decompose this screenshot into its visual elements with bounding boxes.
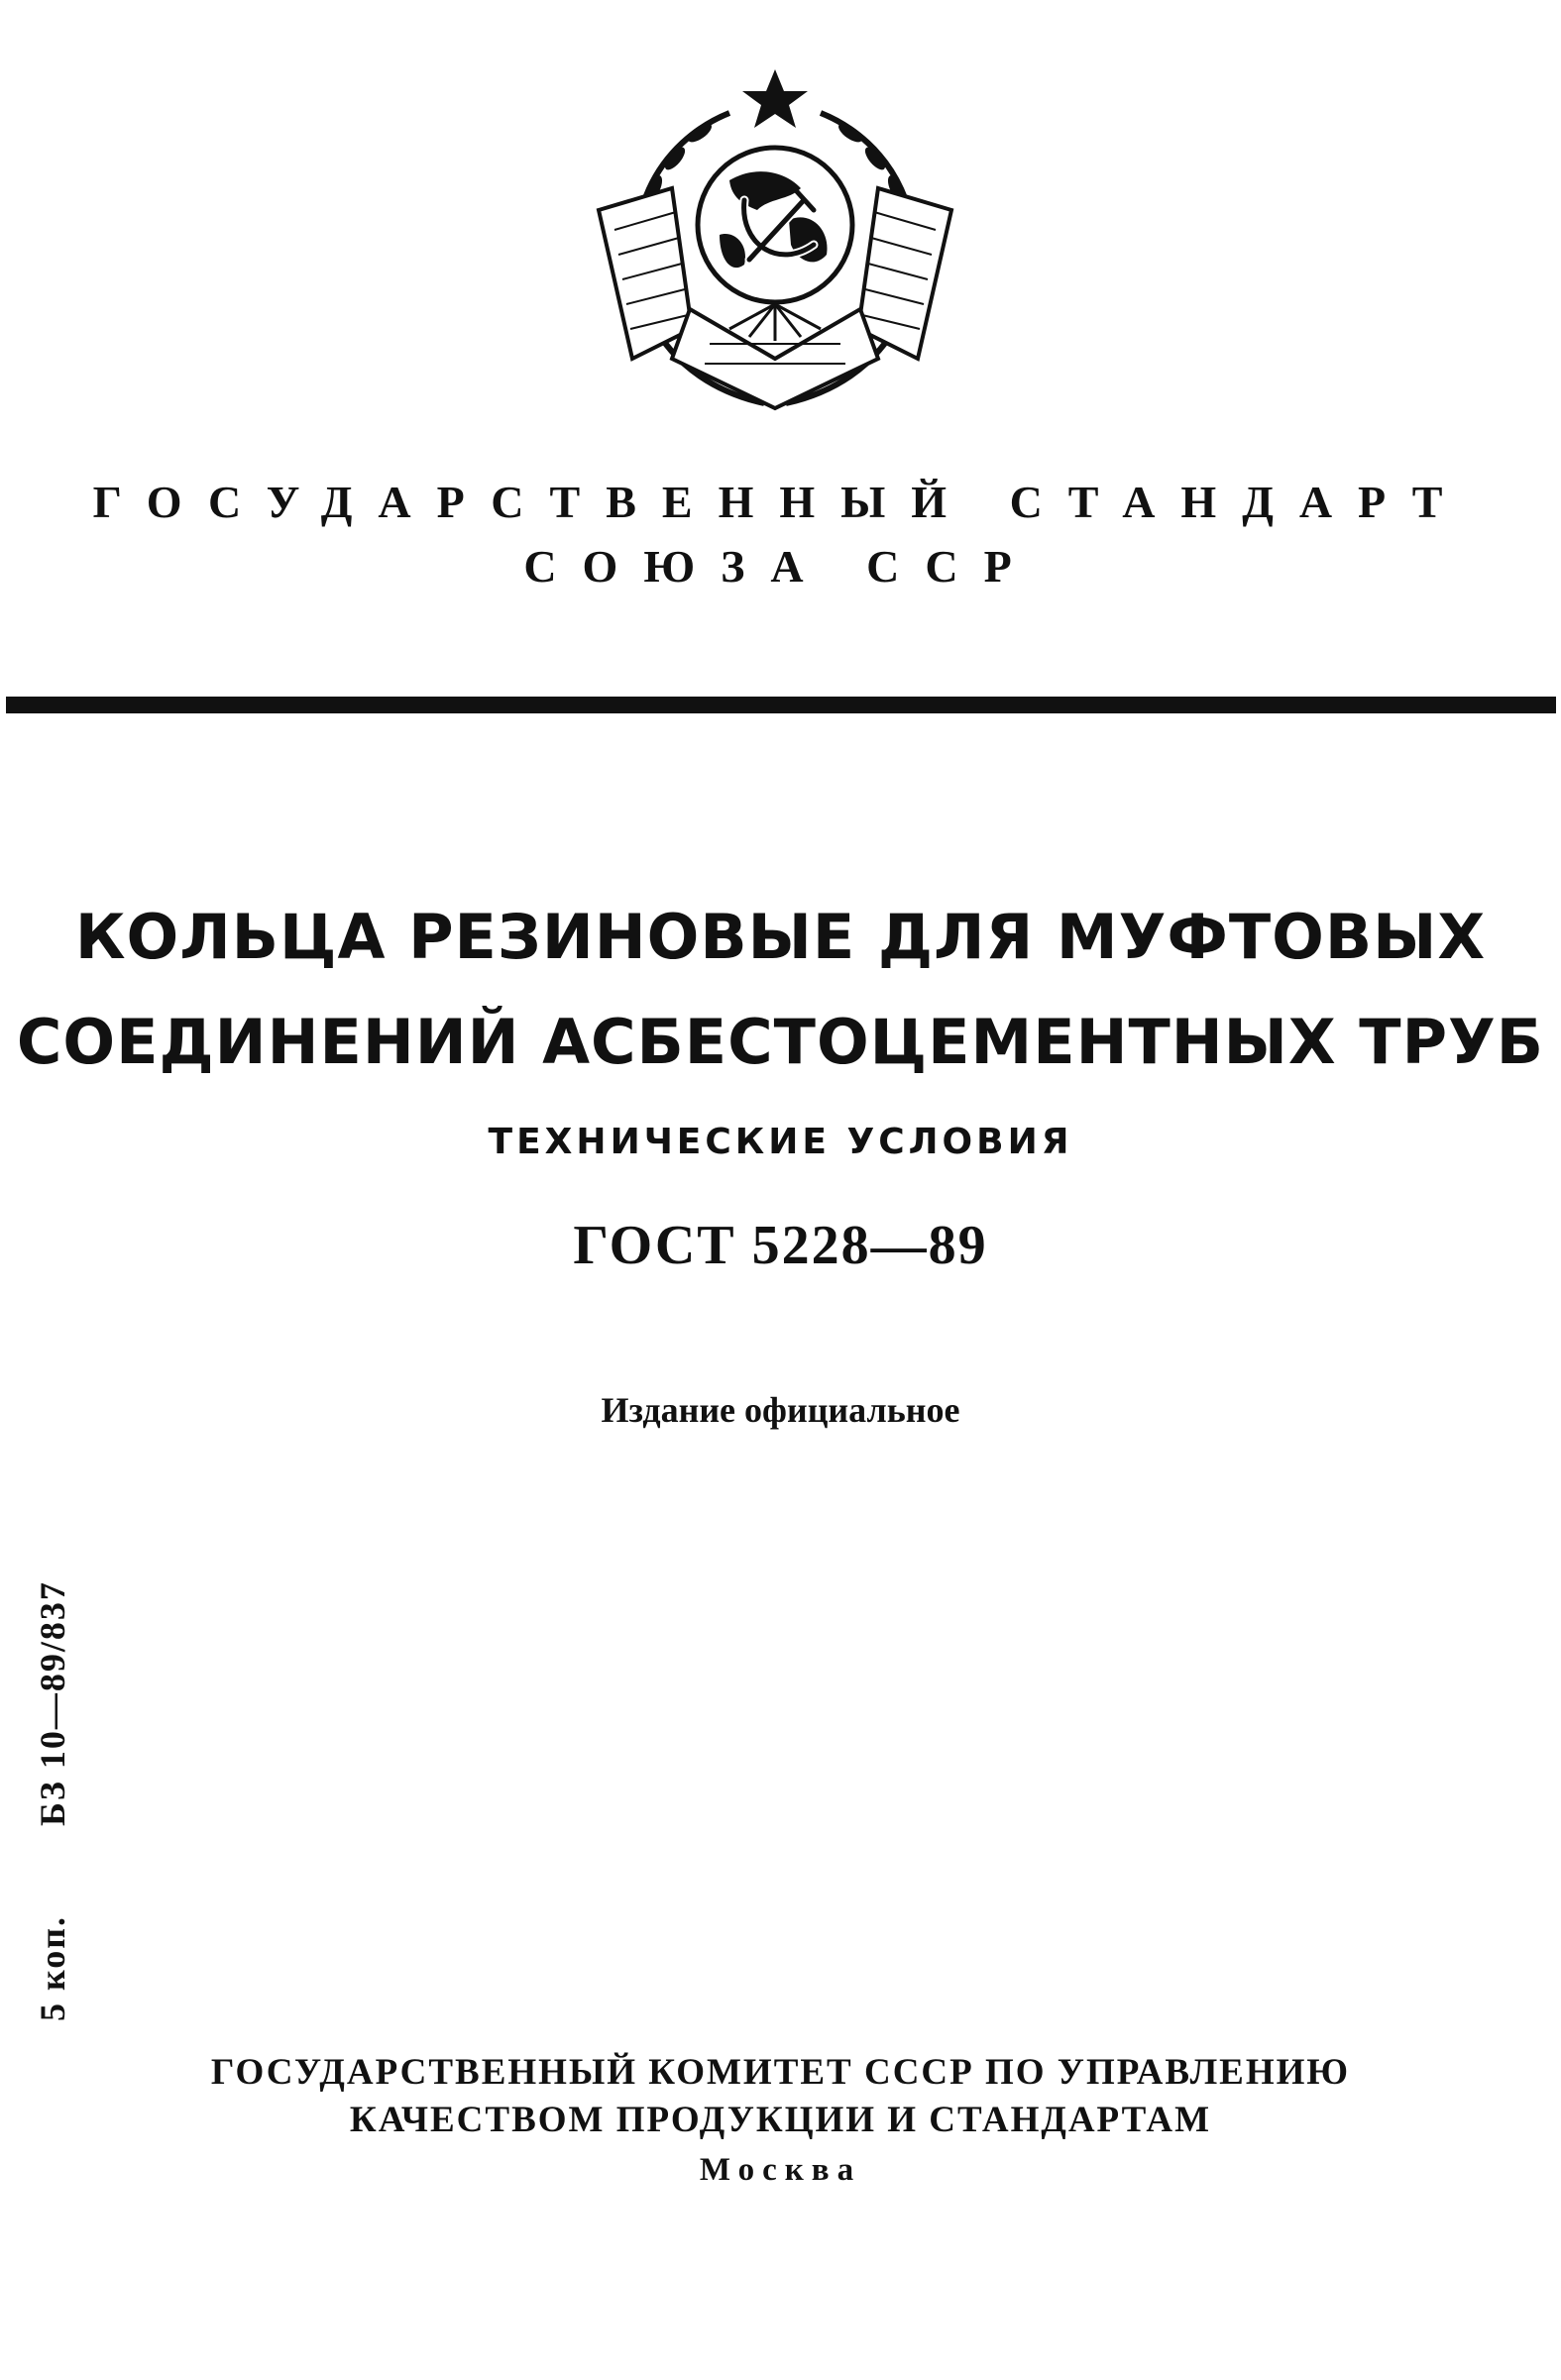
horizontal-rule <box>6 697 1556 713</box>
price-label: 5 коп. <box>33 1914 72 2021</box>
edition-note: Издание официальное <box>601 1390 960 1430</box>
document-title-line-2: СОЕДИНЕНИЙ АСБЕСТОЦЕМЕНТНЫХ ТРУБ <box>16 1006 1545 1078</box>
standard-number: ГОСТ 5228—89 <box>573 1215 988 1276</box>
header-line-2: СОЮЗА ССР <box>523 541 1038 592</box>
publisher-line-1: ГОСУДАРСТВЕННЫЙ КОМИТЕТ СССР ПО УПРАВЛЕНИЮ <box>210 2052 1351 2093</box>
document-title-line-1: КОЛЬЦА РЕЗИНОВЫЕ ДЛЯ МУФТОВЫХ <box>74 901 1487 973</box>
header-line-1: ГОСУДАРСТВЕННЫЙ СТАНДАРТ <box>92 477 1469 527</box>
publisher-city: Москва <box>699 2152 862 2188</box>
document-subtitle: ТЕХНИЧЕСКИЕ УСЛОВИЯ <box>488 1122 1073 1162</box>
publication-code: БЗ 10—89/837 <box>33 1580 72 1826</box>
ussr-state-emblem-icon <box>581 61 969 430</box>
publisher-line-2: КАЧЕСТВОМ ПРОДУКЦИИ И СТАНДАРТАМ <box>349 2100 1212 2140</box>
side-imprint <box>32 1580 73 2021</box>
